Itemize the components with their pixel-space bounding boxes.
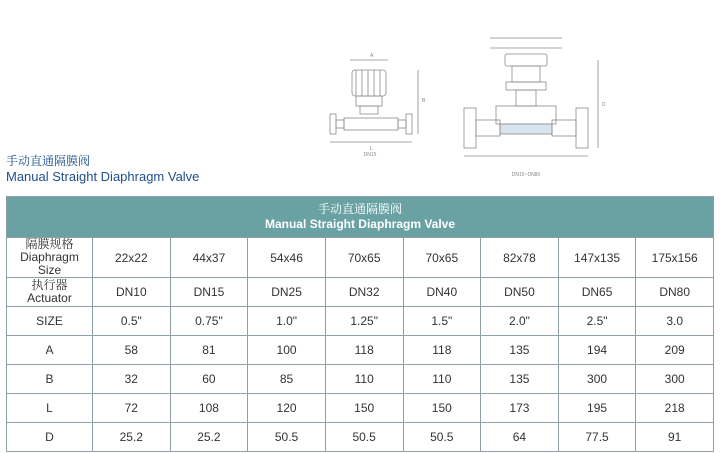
table-cell: 0.5" <box>93 307 171 336</box>
table-cell: 300 <box>558 365 636 394</box>
table-cell: DN10 <box>93 278 171 307</box>
table-cell: 25.2 <box>93 423 171 452</box>
table-cell: 110 <box>403 365 481 394</box>
row-label-b: B <box>7 365 93 394</box>
table-cell: 25.2 <box>170 423 248 452</box>
table-cell: DN40 <box>403 278 481 307</box>
title-block <box>6 154 199 185</box>
row-label-chinese: 隔膜规格 <box>25 237 74 251</box>
table-row <box>7 336 714 365</box>
title-english: Manual Straight Diaphragm Valve <box>6 169 200 184</box>
table-row <box>7 238 714 278</box>
row-label-a: A <box>7 336 93 365</box>
table-header <box>7 197 714 238</box>
spec-table <box>6 196 714 452</box>
row-label-actuator <box>7 278 93 307</box>
table-cell: 118 <box>403 336 481 365</box>
table-cell: DN50 <box>481 278 559 307</box>
table-cell: 82x78 <box>481 238 559 278</box>
table-cell: 44x37 <box>170 238 248 278</box>
title-chinese: 手动直通隔膜阀 <box>6 154 91 168</box>
row-label-english: Actuator <box>27 291 72 305</box>
table-cell: 72 <box>93 394 171 423</box>
table-cell: 50.5 <box>248 423 326 452</box>
table-cell: 175x156 <box>636 238 714 278</box>
table-cell: 150 <box>325 394 403 423</box>
table-header-row <box>7 197 714 238</box>
table-row <box>7 394 714 423</box>
table-cell: 50.5 <box>403 423 481 452</box>
table-cell: 0.75" <box>170 307 248 336</box>
table-cell: DN80 <box>636 278 714 307</box>
table-cell: 194 <box>558 336 636 365</box>
row-label-diaphragm-size <box>7 238 93 278</box>
table-cell: 77.5 <box>558 423 636 452</box>
table-cell: 100 <box>248 336 326 365</box>
dim-letter-b: B <box>422 98 426 104</box>
table-cell: 118 <box>325 336 403 365</box>
table-row <box>7 423 714 452</box>
table-cell: 54x46 <box>248 238 326 278</box>
table-cell: 32 <box>93 365 171 394</box>
table-cell: 1.0" <box>248 307 326 336</box>
table-cell: 300 <box>636 365 714 394</box>
row-label-size: SIZE <box>7 307 93 336</box>
table-cell: 209 <box>636 336 714 365</box>
small-valve-drawing <box>330 60 418 142</box>
table-cell: 173 <box>481 394 559 423</box>
table-row <box>7 307 714 336</box>
table-cell: 147x135 <box>558 238 636 278</box>
row-label-d: D <box>7 423 93 452</box>
table-cell: 135 <box>481 336 559 365</box>
table-header-chinese: 手动直通隔膜阀 <box>317 202 402 216</box>
table-cell: 218 <box>636 394 714 423</box>
table-cell: 70x65 <box>325 238 403 278</box>
table-cell: 70x65 <box>403 238 481 278</box>
table-header-english: Manual Straight Diaphragm Valve <box>264 217 456 231</box>
table-cell: 110 <box>325 365 403 394</box>
dim-letter-l: L <box>370 146 373 152</box>
table-cell: 1.5" <box>403 307 481 336</box>
table-cell: DN32 <box>325 278 403 307</box>
table-cell: 85 <box>248 365 326 394</box>
large-valve-drawing <box>464 38 598 156</box>
table-cell: 3.0 <box>636 307 714 336</box>
table-cell: 58 <box>93 336 171 365</box>
table-cell: 2.0" <box>481 307 559 336</box>
dim-letter-a: A <box>370 53 374 59</box>
row-label-l: L <box>7 394 93 423</box>
table-cell: 2.5" <box>558 307 636 336</box>
table-cell: 135 <box>481 365 559 394</box>
table-cell: DN25 <box>248 278 326 307</box>
table-row <box>7 365 714 394</box>
table-cell: 64 <box>481 423 559 452</box>
table-cell: DN15 <box>170 278 248 307</box>
dim-letter-d: D <box>602 102 606 108</box>
table-cell: 50.5 <box>325 423 403 452</box>
table-cell: 81 <box>170 336 248 365</box>
row-label-english: Diaphragm Size <box>20 250 79 277</box>
table-cell: 195 <box>558 394 636 423</box>
table-cell: 22x22 <box>93 238 171 278</box>
table-cell: 108 <box>170 394 248 423</box>
table-cell: DN65 <box>558 278 636 307</box>
row-label-chinese: 执行器 <box>31 278 68 292</box>
table-cell: 1.25" <box>325 307 403 336</box>
right-drawing-caption: DN15~DN80 <box>511 172 541 178</box>
left-drawing-caption: DN15 <box>363 152 377 158</box>
table-cell: 91 <box>636 423 714 452</box>
table-row <box>7 278 714 307</box>
table-cell: 120 <box>248 394 326 423</box>
table-cell: 150 <box>403 394 481 423</box>
valve-drawings <box>300 30 620 190</box>
table-cell: 60 <box>170 365 248 394</box>
